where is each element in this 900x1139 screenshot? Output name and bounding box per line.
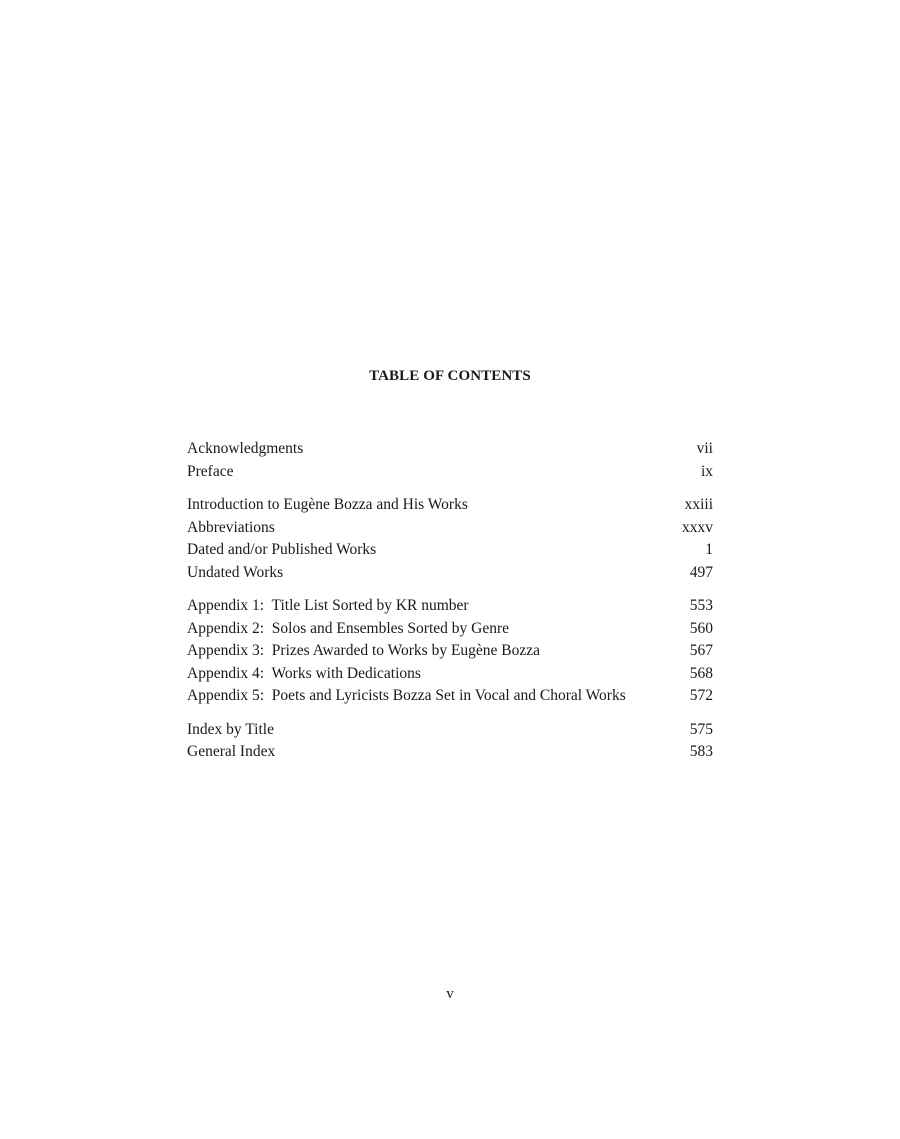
toc-entry[interactable] bbox=[187, 741, 713, 764]
toc-entry[interactable] bbox=[187, 618, 713, 641]
toc-entry[interactable] bbox=[187, 539, 713, 562]
toc-entry-title: Undated Works bbox=[187, 563, 284, 581]
toc-entry-page: xxiii bbox=[684, 496, 713, 513]
toc-entry[interactable] bbox=[187, 663, 713, 686]
toc-entry-page: 572 bbox=[689, 687, 713, 704]
toc-entry[interactable] bbox=[187, 494, 713, 517]
toc-entry-title: Appendix 1: Title List Sorted by KR number bbox=[187, 597, 469, 614]
toc-entry-title: General Index bbox=[187, 743, 276, 760]
toc-entry-page: vii bbox=[696, 440, 713, 457]
toc-entry-title: Introduction to Eugène Bozza and His Works bbox=[187, 496, 468, 513]
toc-entry-title: Appendix 4: Works with Dedications bbox=[187, 664, 421, 682]
toc-entry[interactable] bbox=[187, 461, 713, 484]
toc-entry-title: Appendix 3: Prizes Awarded to Works by Eugène Bozza bbox=[187, 642, 541, 659]
toc-entry-page: 1 bbox=[705, 541, 713, 558]
toc-group-indexes bbox=[187, 719, 713, 764]
toc-entry-page: 567 bbox=[689, 642, 713, 659]
toc-entry-page: xxxv bbox=[682, 518, 713, 536]
toc-entry[interactable] bbox=[187, 517, 713, 540]
page-number: v bbox=[446, 986, 454, 1002]
toc-group-main bbox=[187, 494, 713, 584]
toc-entry-page: 560 bbox=[689, 619, 713, 637]
toc-entry-page: 575 bbox=[689, 720, 713, 738]
toc-entry-title: Dated and/or Published Works bbox=[187, 541, 377, 558]
toc-entry-title: Appendix 2: Solos and Ensembles Sorted by Genre bbox=[187, 619, 510, 637]
toc-entry-page: 583 bbox=[689, 743, 713, 760]
toc-entry-title: Preface bbox=[187, 462, 234, 480]
toc-entry[interactable] bbox=[187, 685, 713, 708]
toc-entry-page: 497 bbox=[689, 563, 713, 581]
toc-entry[interactable] bbox=[187, 640, 713, 663]
table-of-contents bbox=[187, 438, 713, 775]
toc-group-appendices bbox=[187, 595, 713, 708]
toc-entry-title: Index by Title bbox=[187, 720, 274, 738]
toc-entry-title: Abbreviations bbox=[187, 518, 275, 536]
toc-entry[interactable] bbox=[187, 719, 713, 742]
toc-entry[interactable] bbox=[187, 595, 713, 618]
toc-entry-title: Acknowledgments bbox=[187, 440, 304, 457]
toc-entry-page: 553 bbox=[689, 597, 713, 614]
page-title: TABLE OF CONTENTS bbox=[369, 368, 531, 384]
toc-entry[interactable] bbox=[187, 438, 713, 461]
toc-entry-title: Appendix 5: Poets and Lyricists Bozza Set in Vocal and Choral Works bbox=[187, 687, 626, 704]
toc-group-front-matter bbox=[187, 438, 713, 483]
toc-entry[interactable] bbox=[187, 562, 713, 585]
toc-entry-page: 568 bbox=[689, 664, 713, 682]
toc-entry-page: ix bbox=[700, 462, 713, 480]
